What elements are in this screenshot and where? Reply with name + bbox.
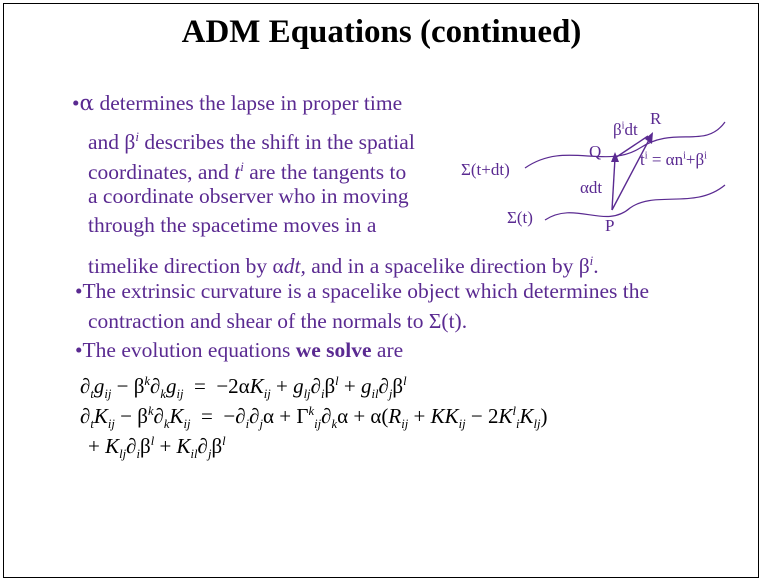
bullet-1-line-5: through the spacetime moves in a xyxy=(88,213,377,237)
bullet-1-line-3: coordinates, and $t^i$ are the tangents to xyxy=(88,160,407,185)
label-alpha-dt: αdt xyxy=(580,178,603,197)
bullet-3-pre: •The evolution equations xyxy=(75,338,296,362)
label-q: Q xyxy=(589,142,602,161)
equation-metric-evolution: $\partial_tg_{ij} - \beta^k\partial_kg_{ij} = -2\alpha K_{ij} + g_{lj}\partial_i\beta^l + g_{il}\partial_j\beta^l$ xyxy=(80,374,407,402)
tangent-arrow xyxy=(612,138,650,210)
bullet-1-line-1: •α determines the lapse in proper time xyxy=(72,91,403,116)
sigma-t-curve xyxy=(545,185,725,220)
alpha-dt-arrow xyxy=(612,158,615,210)
bullet-3-bold: we solve xyxy=(295,338,372,362)
bullet-2-line-2: contraction and shear of the normals to Σ(t). xyxy=(88,309,468,333)
label-p: P xyxy=(605,216,615,235)
equation-curvature-evolution: $\partial_tK_{ij} - \beta^k\partial_kK_{ij} = -\partial_i\partial_j\alpha + \Gamma^k_{ij}\partial_k\alpha + \alpha(R_{ij} + KK_{ij} - 2K^l_iK_{lj})$ xyxy=(80,404,548,432)
label-tangent: $t^i = \alpha n^i+\beta^i$ xyxy=(640,150,708,169)
label-sigma-t: Σ(t) xyxy=(507,208,533,227)
bullet-1-line-6: timelike direction by αdt, and in a spacelike direction by $\beta^i$. xyxy=(88,254,599,279)
bullet-3-line-1 xyxy=(75,335,403,365)
slide-title: ADM Equations (continued) xyxy=(181,14,582,50)
bullet-3-post: are xyxy=(371,338,404,362)
bullet-1-line-4: a coordinate observer who in moving xyxy=(88,184,409,208)
bullet-1-line-2: and $\beta^i$ describes the shift in the spatial xyxy=(88,130,415,155)
label-beta-dt: $\beta^idt$ xyxy=(613,120,638,139)
label-sigma-t-dt: Σ(t+dt) xyxy=(461,160,510,179)
label-r: R xyxy=(650,109,662,128)
equation-curvature-continued: + $K_{lj}\partial_i\beta^l + K_{il}\partial_j\beta^l$ xyxy=(88,434,226,462)
bullet-2-line-1: •The extrinsic curvature is a spacelike object which determines the xyxy=(75,279,650,303)
